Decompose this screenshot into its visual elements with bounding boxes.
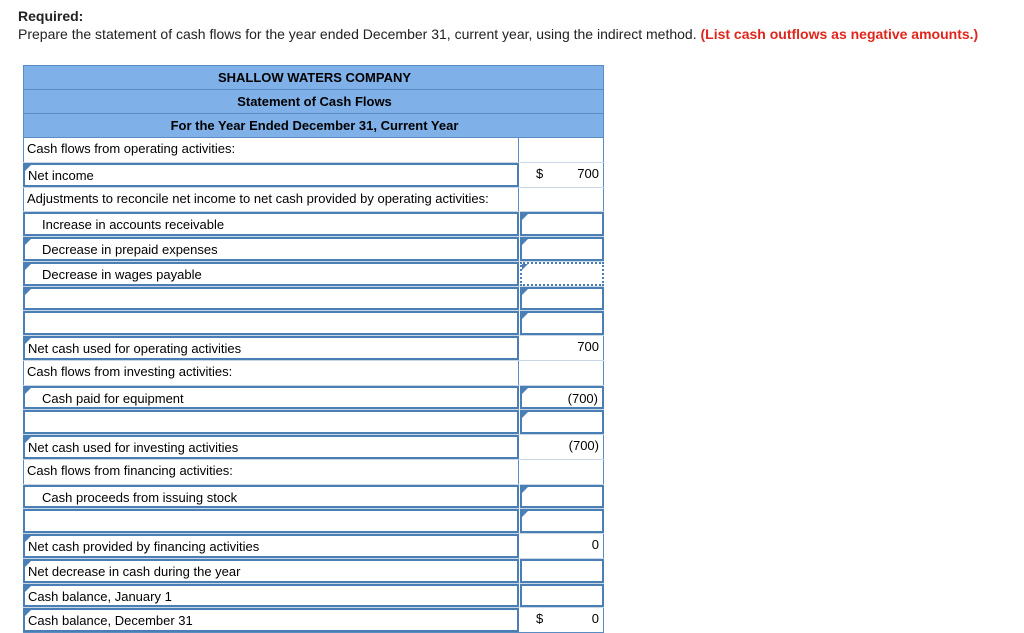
adjustment-label-field[interactable]: Decrease in prepaid expenses (23, 237, 519, 261)
net-financing-label-field[interactable]: Net cash provided by financing activities (23, 534, 519, 558)
net-operating-label-field[interactable]: Net cash used for operating activities (23, 336, 519, 360)
blank-label-field[interactable] (23, 410, 519, 434)
blank-amount-input[interactable] (520, 509, 604, 533)
adjustment-amount-input[interactable] (520, 262, 604, 286)
amount-value: (700) (567, 390, 598, 406)
negative-amounts-note: (List cash outflows as negative amounts.) (700, 26, 979, 42)
table-row (23, 509, 604, 534)
table-row (23, 188, 604, 213)
table-row (23, 237, 604, 262)
net-income-amount (520, 163, 604, 187)
table-row (23, 287, 604, 312)
statement-period-header: For the Year Ended December 31, Current Year (23, 113, 604, 138)
table-row (23, 163, 604, 188)
instruction-text: Prepare the statement of cash flows for the year ended December 31, current year, using the indirect method. (18, 26, 697, 42)
beginning-balance-label-field[interactable]: Cash balance, January 1 (23, 584, 519, 608)
table-row (23, 435, 604, 460)
financing-label-field[interactable]: Cash proceeds from issuing stock (23, 485, 519, 509)
row-label: Cash flows from financing activities: (23, 460, 519, 484)
company-name-header: SHALLOW WATERS COMPANY (23, 65, 604, 89)
amount-value: 0 (591, 611, 599, 627)
table-row (23, 262, 604, 287)
table-row (23, 559, 604, 584)
investing-label-field[interactable]: Cash paid for equipment (23, 386, 519, 410)
ending-balance-amount (520, 608, 604, 632)
beginning-balance-amount-input[interactable] (520, 584, 604, 608)
blank-label-field[interactable] (23, 287, 519, 311)
table-row (23, 485, 604, 510)
table-row (23, 410, 604, 435)
row-label: Cash flows from investing activities: (23, 361, 519, 385)
row-amount (520, 138, 604, 162)
table-row (23, 460, 604, 485)
table-row (23, 138, 604, 163)
table-row (23, 386, 604, 411)
blank-amount-input[interactable] (520, 287, 604, 311)
amount-value: (700) (568, 438, 599, 453)
row-amount (520, 361, 604, 385)
net-change-amount-input[interactable] (520, 559, 604, 583)
investing-amount-input[interactable] (520, 386, 604, 410)
blank-label-field[interactable] (23, 311, 519, 335)
dollar-sign: $ (536, 165, 544, 181)
adjustment-amount-input[interactable] (520, 212, 604, 236)
net-financing-amount (520, 534, 604, 558)
net-operating-amount (520, 336, 604, 360)
required-heading: Required: (18, 8, 84, 24)
row-label: Adjustments to reconcile net income to net cash provided by operating activities: (23, 188, 519, 212)
financing-amount-input[interactable] (520, 485, 604, 509)
table-row (23, 534, 604, 559)
blank-amount-input[interactable] (520, 311, 604, 335)
statement-title-header: Statement of Cash Flows (23, 89, 604, 113)
adjustment-label-field[interactable]: Increase in accounts receivable (23, 212, 519, 236)
table-row (23, 584, 604, 609)
table-row (23, 361, 604, 386)
ending-balance-label-field[interactable]: Cash balance, December 31 (23, 608, 519, 632)
amount-value: 700 (577, 339, 599, 354)
blank-amount-input[interactable] (520, 410, 604, 434)
adjustment-label-field[interactable]: Decrease in wages payable (23, 262, 519, 286)
row-label: Cash flows from operating activities: (23, 138, 519, 162)
row-amount (520, 188, 604, 212)
cash-flow-statement (23, 65, 604, 633)
table-row (23, 608, 604, 633)
table-row (23, 212, 604, 237)
net-investing-label-field[interactable]: Net cash used for investing activities (23, 435, 519, 459)
net-investing-amount (520, 435, 604, 459)
net-income-label-field[interactable]: Net income (23, 163, 519, 187)
amount-value: 700 (577, 165, 599, 181)
net-change-label-field[interactable]: Net decrease in cash during the year (23, 559, 519, 583)
amount-value: 0 (591, 537, 599, 552)
table-row (23, 336, 604, 361)
instructions (18, 26, 978, 42)
table-row (23, 311, 604, 336)
dollar-sign: $ (536, 611, 544, 627)
row-amount (520, 460, 604, 484)
adjustment-amount-input[interactable] (520, 237, 604, 261)
blank-label-field[interactable] (23, 509, 519, 533)
